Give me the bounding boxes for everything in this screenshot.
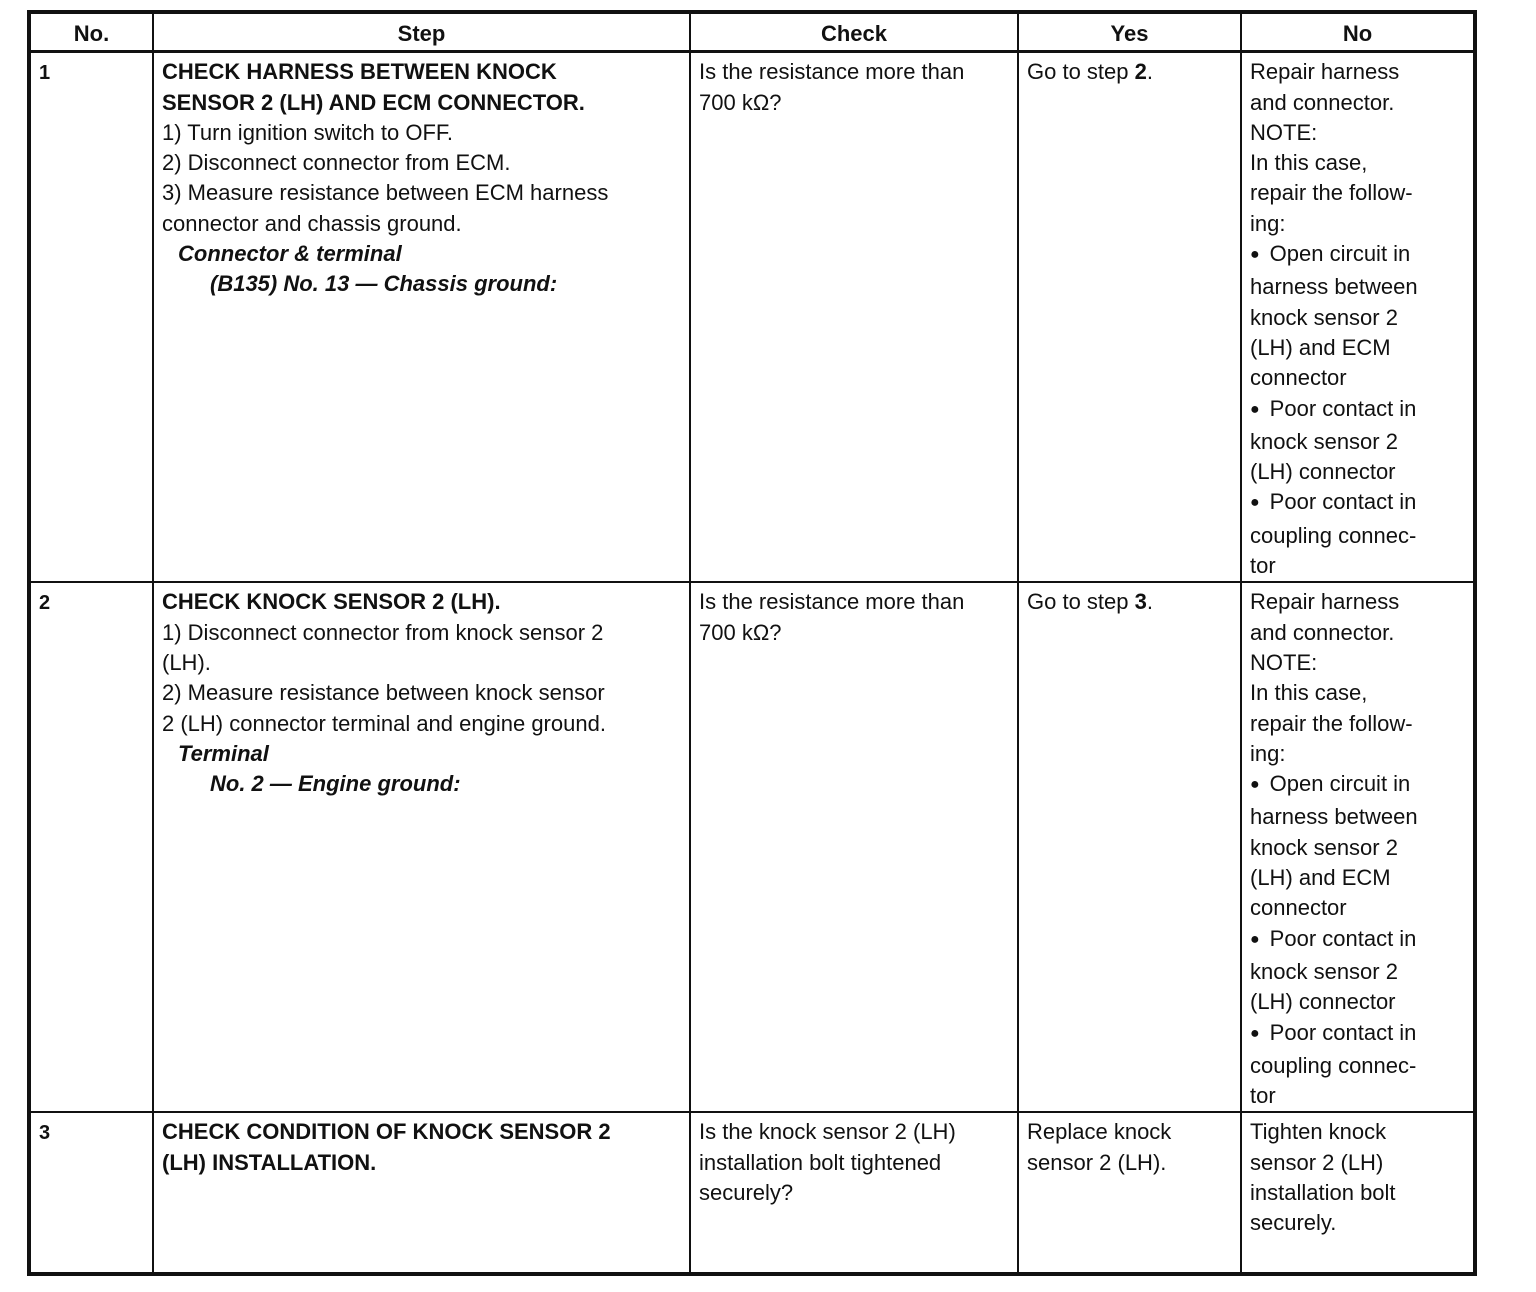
no-text: Repair harness xyxy=(1250,59,1400,85)
step-instruction: 1) Disconnect connector from knock sensor 2 xyxy=(162,619,604,645)
header-row xyxy=(29,12,1475,52)
no-cell xyxy=(1241,582,1475,1112)
no-text: NOTE: xyxy=(1250,119,1318,145)
step-cell xyxy=(153,1112,690,1274)
check-cell xyxy=(690,582,1018,1112)
table-row xyxy=(29,1112,1475,1274)
header-check: Check xyxy=(690,12,1018,52)
table-row xyxy=(29,582,1475,1112)
bullet-item-text: (LH) connector xyxy=(1250,459,1396,485)
bullet-item-text: knock sensor 2 xyxy=(1250,958,1398,984)
yes-text: Replace knock xyxy=(1027,1119,1172,1145)
step-number: 3 xyxy=(39,1122,51,1145)
check-text: installation bolt tightened xyxy=(699,1149,942,1175)
no-text: Repair harness xyxy=(1250,589,1400,615)
no-text: and connector. xyxy=(1250,89,1395,115)
bullet-item-text: harness between xyxy=(1250,274,1418,300)
bullet-item-text: harness between xyxy=(1250,804,1418,830)
no-cell xyxy=(1241,52,1475,583)
step-title: (LH) INSTALLATION. xyxy=(162,1149,377,1175)
spec-value: (B135) No. 13 — Chassis ground: xyxy=(210,271,558,297)
no-text: repair the follow- xyxy=(1250,710,1413,736)
bullet-item-text: tor xyxy=(1250,553,1276,579)
step-title: CHECK HARNESS BETWEEN KNOCK xyxy=(162,59,557,85)
step-instruction: 2) Disconnect connector from ECM. xyxy=(162,150,511,176)
step-instruction: (LH). xyxy=(162,649,211,675)
no-cell xyxy=(1241,1112,1475,1274)
bullet-item: ● Poor contact in xyxy=(1250,487,1465,520)
header-step: Step xyxy=(153,12,690,52)
step-number: 1 xyxy=(39,62,51,85)
step-number-cell xyxy=(29,52,153,583)
diagnostic-table xyxy=(27,10,1477,1276)
bullet-item-text: tor xyxy=(1250,1083,1276,1109)
no-text: repair the follow- xyxy=(1250,180,1413,206)
bullet-item: ● Poor contact in xyxy=(1250,394,1465,427)
check-text: Is the resistance more than xyxy=(699,59,965,85)
step-title: SENSOR 2 (LH) AND ECM CONNECTOR. xyxy=(162,89,585,115)
yes-cell xyxy=(1018,52,1241,583)
bullet-item: ● Poor contact in xyxy=(1250,924,1465,957)
no-text: installation bolt xyxy=(1250,1179,1396,1205)
spec-label: Terminal xyxy=(178,740,269,766)
check-text: Is the knock sensor 2 (LH) xyxy=(699,1119,956,1145)
bullet-item-text: connector xyxy=(1250,365,1347,391)
bullet-item-text: (LH) connector xyxy=(1250,989,1396,1015)
check-text: securely? xyxy=(699,1179,794,1205)
yes-cell xyxy=(1018,582,1241,1112)
bullet-item-text: coupling connec- xyxy=(1250,1052,1417,1078)
no-text: and connector. xyxy=(1250,619,1395,645)
step-instruction: connector and chassis ground. xyxy=(162,210,462,236)
check-text: 700 kΩ? xyxy=(699,619,782,645)
header-yes: Yes xyxy=(1018,12,1241,52)
no-text: ing: xyxy=(1250,740,1286,766)
no-text: sensor 2 (LH) xyxy=(1250,1149,1384,1175)
bullet-item: ● Poor contact in xyxy=(1250,1018,1465,1051)
yes-text: Go to step xyxy=(1027,589,1135,615)
spec-value: No. 2 — Engine ground: xyxy=(210,771,461,797)
step-number-cell xyxy=(29,1112,153,1274)
bullet-item-text: connector xyxy=(1250,895,1347,921)
bullet-item-text: knock sensor 2 xyxy=(1250,428,1398,454)
no-text: In this case, xyxy=(1250,680,1368,706)
no-text: In this case, xyxy=(1250,150,1368,176)
bullet-item: ● Open circuit in xyxy=(1250,239,1465,272)
step-cell xyxy=(153,52,690,583)
step-instruction: 2) Measure resistance between knock sensor xyxy=(162,680,605,706)
no-text: NOTE: xyxy=(1250,649,1318,675)
step-number-cell xyxy=(29,582,153,1112)
check-cell xyxy=(690,52,1018,583)
yes-step-ref: 2 xyxy=(1134,59,1147,85)
no-text: Tighten knock xyxy=(1250,1119,1387,1145)
yes-text: sensor 2 (LH). xyxy=(1027,1149,1167,1175)
bullet-item-text: (LH) and ECM xyxy=(1250,334,1391,360)
step-number: 2 xyxy=(39,592,51,615)
yes-cell xyxy=(1018,1112,1241,1274)
bullet-item-text: knock sensor 2 xyxy=(1250,834,1398,860)
step-cell xyxy=(153,582,690,1112)
step-instruction: 2 (LH) connector terminal and engine ground. xyxy=(162,710,606,736)
header-no: No. xyxy=(29,12,153,52)
step-title: CHECK CONDITION OF KNOCK SENSOR 2 xyxy=(162,1119,611,1145)
header-no-action: No xyxy=(1241,12,1475,52)
bullet-item: ● Open circuit in xyxy=(1250,769,1465,802)
table-row xyxy=(29,52,1475,583)
bullet-item-text: coupling connec- xyxy=(1250,522,1417,548)
bullet-item-text: (LH) and ECM xyxy=(1250,865,1391,891)
yes-text: Go to step xyxy=(1027,59,1135,85)
step-instruction: 1) Turn ignition switch to OFF. xyxy=(162,119,453,145)
check-text: Is the resistance more than xyxy=(699,589,965,615)
check-cell xyxy=(690,1112,1018,1274)
bullet-item-text: knock sensor 2 xyxy=(1250,304,1398,330)
no-text: ing: xyxy=(1250,210,1286,236)
yes-suffix: . xyxy=(1146,589,1153,615)
yes-suffix: . xyxy=(1146,59,1153,85)
no-text: securely. xyxy=(1250,1210,1337,1236)
step-instruction: 3) Measure resistance between ECM harness xyxy=(162,180,609,206)
spec-label: Connector & terminal xyxy=(178,241,402,267)
step-title: CHECK KNOCK SENSOR 2 (LH). xyxy=(162,589,501,615)
check-text: 700 kΩ? xyxy=(699,89,782,115)
yes-step-ref: 3 xyxy=(1134,589,1147,615)
